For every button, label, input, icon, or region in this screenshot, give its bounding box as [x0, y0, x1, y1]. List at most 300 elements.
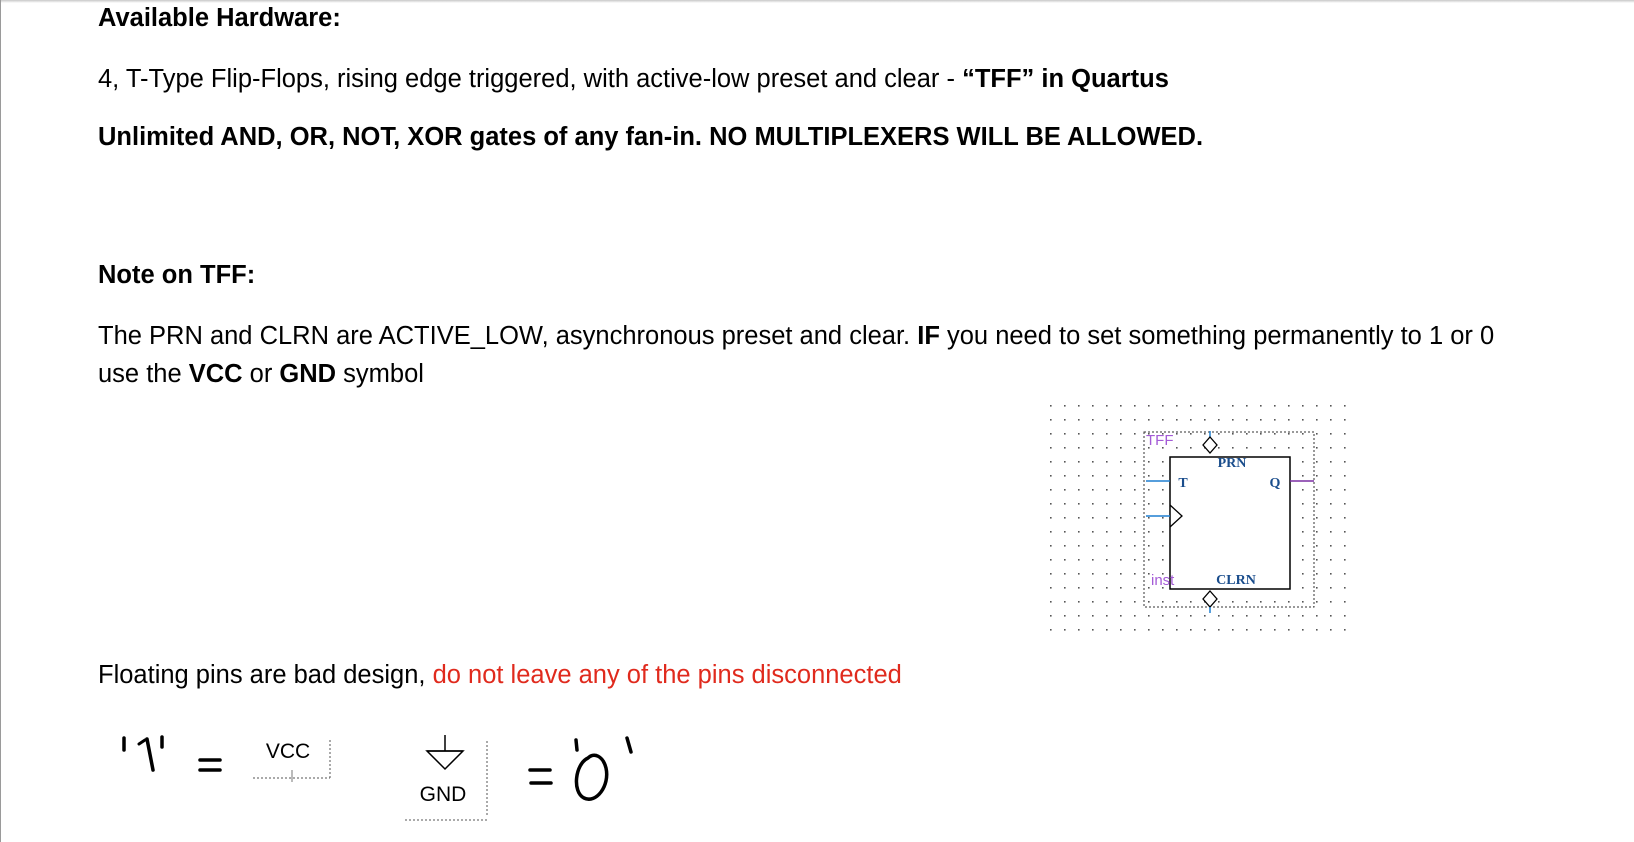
floating-pins-line	[98, 655, 902, 695]
grid-dot	[1106, 447, 1108, 449]
grid-dot	[1190, 433, 1192, 435]
grid-dot	[1078, 629, 1080, 631]
grid-dot	[1246, 447, 1248, 449]
grid-dot	[1162, 559, 1164, 561]
grid-dot	[1344, 489, 1346, 491]
grid-dot	[1232, 433, 1234, 435]
grid-dot	[1120, 503, 1122, 505]
grid-dot	[1064, 405, 1066, 407]
grid-dot	[1190, 405, 1192, 407]
grid-dot	[1120, 433, 1122, 435]
grid-dot	[1120, 559, 1122, 561]
grid-dot	[1344, 433, 1346, 435]
grid-dot	[1288, 629, 1290, 631]
grid-dot	[1330, 475, 1332, 477]
clrn-label: CLRN	[1216, 573, 1256, 588]
grid-dot	[1120, 405, 1122, 407]
grid-dot	[1344, 517, 1346, 519]
note-text-1: The PRN and CLRN are ACTIVE_LOW, asynchronous preset and clear.	[98, 322, 918, 350]
grid-dot	[1120, 461, 1122, 463]
grid-dot	[1330, 405, 1332, 407]
handwritten-one-equals	[112, 730, 232, 795]
grid-dot	[1190, 629, 1192, 631]
grid-dot	[1148, 531, 1150, 533]
grid-dot	[1106, 503, 1108, 505]
grid-dot	[1204, 615, 1206, 617]
grid-dot	[1204, 419, 1206, 421]
grid-dot	[1260, 615, 1262, 617]
grid-dot	[1064, 447, 1066, 449]
grid-dot	[1050, 433, 1052, 435]
grid-dot	[1050, 475, 1052, 477]
gnd-label: GND	[419, 783, 467, 806]
grid-dot	[1120, 475, 1122, 477]
grid-dot	[1232, 615, 1234, 617]
grid-dot	[1148, 489, 1150, 491]
grid-dot	[1316, 545, 1318, 547]
grid-dot	[1204, 405, 1206, 407]
grid-dot	[1134, 419, 1136, 421]
grid-dot	[1274, 629, 1276, 631]
grid-dot	[1330, 615, 1332, 617]
grid-dot	[1078, 503, 1080, 505]
grid-dot	[1120, 531, 1122, 533]
grid-dot	[1120, 601, 1122, 603]
grid-dot	[1134, 545, 1136, 547]
grid-dot	[1316, 447, 1318, 449]
grid-dot	[1302, 545, 1304, 547]
grid-dot	[1176, 615, 1178, 617]
t-label: T	[1178, 476, 1188, 491]
grid-dot	[1050, 517, 1052, 519]
flip-flop-line	[98, 59, 1169, 99]
grid-dot	[1050, 405, 1052, 407]
grid-dot	[1330, 545, 1332, 547]
note-or: or	[242, 360, 280, 388]
grid-dot	[1148, 545, 1150, 547]
grid-dot	[1316, 559, 1318, 561]
grid-dot	[1106, 587, 1108, 589]
tff-name-label: TFF	[1146, 432, 1174, 449]
grid-dot	[1302, 503, 1304, 505]
grid-dot	[1316, 475, 1318, 477]
grid-dot	[1330, 629, 1332, 631]
grid-dot	[1078, 489, 1080, 491]
grid-dot	[1218, 433, 1220, 435]
grid-dot	[1288, 447, 1290, 449]
grid-dot	[1064, 475, 1066, 477]
grid-dot	[1148, 629, 1150, 631]
grid-dot	[1316, 601, 1318, 603]
grid-dot	[1106, 629, 1108, 631]
grid-dot	[1162, 531, 1164, 533]
grid-dot	[1344, 601, 1346, 603]
grid-dot	[1092, 447, 1094, 449]
grid-dot	[1064, 503, 1066, 505]
grid-dot	[1106, 405, 1108, 407]
grid-dot	[1288, 419, 1290, 421]
floating-text: Floating pins are bad design,	[98, 661, 433, 689]
grid-dot	[1148, 601, 1150, 603]
grid-dot	[1092, 461, 1094, 463]
grid-dot	[1148, 615, 1150, 617]
grid-dot	[1344, 587, 1346, 589]
grid-dot	[1106, 601, 1108, 603]
grid-dot	[1344, 545, 1346, 547]
clrn-bubble	[1203, 591, 1217, 607]
note-line-1	[98, 316, 1494, 356]
grid-dot	[1260, 433, 1262, 435]
grid-dot	[1106, 559, 1108, 561]
grid-dot	[1106, 433, 1108, 435]
grid-dot	[1330, 461, 1332, 463]
flip-flop-quartus-name: “TFF” in Quartus	[962, 65, 1169, 93]
grid-dot	[1050, 531, 1052, 533]
grid-dot	[1260, 419, 1262, 421]
note-gnd: GND	[279, 360, 337, 388]
grid-dot	[1274, 405, 1276, 407]
grid-dot	[1204, 629, 1206, 631]
grid-dot	[1232, 419, 1234, 421]
grid-dot	[1120, 587, 1122, 589]
grid-dot	[1344, 559, 1346, 561]
note-if: IF	[917, 322, 940, 350]
grid-dot	[1316, 615, 1318, 617]
grid-dot	[1064, 433, 1066, 435]
grid-dot	[1092, 601, 1094, 603]
grid-dot	[1078, 419, 1080, 421]
grid-dot	[1344, 475, 1346, 477]
grid-dot	[1246, 419, 1248, 421]
grid-dot	[1274, 615, 1276, 617]
grid-dot	[1106, 475, 1108, 477]
grid-dot	[1288, 433, 1290, 435]
grid-dot	[1302, 531, 1304, 533]
grid-dot	[1316, 461, 1318, 463]
note-symbol: symbol	[336, 360, 424, 388]
grid-dot	[1274, 419, 1276, 421]
grid-dot	[1260, 601, 1262, 603]
grid-dot	[1260, 447, 1262, 449]
grid-dot	[1106, 615, 1108, 617]
grid-dot	[1344, 461, 1346, 463]
grid-dot	[1316, 531, 1318, 533]
grid-dot	[1302, 419, 1304, 421]
grid-dot	[1148, 475, 1150, 477]
grid-dot	[1162, 461, 1164, 463]
grid-dot	[1064, 573, 1066, 575]
grid-dot	[1092, 587, 1094, 589]
grid-dot	[1176, 447, 1178, 449]
grid-dot	[1092, 433, 1094, 435]
grid-dot	[1344, 405, 1346, 407]
grid-dot	[1302, 573, 1304, 575]
grid-dot	[1316, 587, 1318, 589]
grid-dot	[1246, 615, 1248, 617]
grid-dot	[1302, 517, 1304, 519]
grid-dot	[1120, 517, 1122, 519]
grid-dot	[1092, 531, 1094, 533]
grid-dot	[1190, 601, 1192, 603]
grid-dot	[1064, 489, 1066, 491]
grid-dot	[1064, 601, 1066, 603]
grid-dot	[1106, 573, 1108, 575]
grid-dot	[1316, 489, 1318, 491]
prn-bubble	[1203, 437, 1217, 453]
grid-dot	[1302, 629, 1304, 631]
grid-dot	[1050, 461, 1052, 463]
grid-dot	[1274, 433, 1276, 435]
grid-dot	[1064, 587, 1066, 589]
grid-dot	[1120, 489, 1122, 491]
grid-dot	[1050, 545, 1052, 547]
grid-dot	[1078, 615, 1080, 617]
grid-dot	[1106, 419, 1108, 421]
grid-dot	[1162, 419, 1164, 421]
grid-dot	[1316, 517, 1318, 519]
grid-dot	[1302, 601, 1304, 603]
grid-dot	[1288, 601, 1290, 603]
grid-dot	[1330, 517, 1332, 519]
grid-dot	[1064, 615, 1066, 617]
note-heading: Note on TFF:	[98, 261, 256, 289]
note-text-3: use the	[98, 360, 189, 388]
grid-dot	[1344, 447, 1346, 449]
grid-dot	[1330, 433, 1332, 435]
grid-dot	[1134, 433, 1136, 435]
grid-dot	[1092, 405, 1094, 407]
grid-dot	[1162, 629, 1164, 631]
grid-dot	[1078, 517, 1080, 519]
grid-dot	[1330, 419, 1332, 421]
grid-dot	[1162, 503, 1164, 505]
grid-dot	[1218, 419, 1220, 421]
grid-dot	[1092, 503, 1094, 505]
grid-dot	[1120, 447, 1122, 449]
grid-dot	[1050, 489, 1052, 491]
grid-dot	[1176, 601, 1178, 603]
grid-dot	[1260, 629, 1262, 631]
grid-dot	[1106, 545, 1108, 547]
grid-dot	[1134, 629, 1136, 631]
tff-symbol	[1040, 395, 1360, 640]
grid-dot	[1092, 615, 1094, 617]
grid-dot	[1316, 433, 1318, 435]
grid-dot	[1246, 433, 1248, 435]
grid-dot	[1162, 601, 1164, 603]
grid-dot	[1162, 517, 1164, 519]
grid-dot	[1274, 447, 1276, 449]
gates-line: Unlimited AND, OR, NOT, XOR gates of any fan-in. NO MULTIPLEXERS WILL BE ALLOWED.	[98, 123, 1204, 151]
grid-dot	[1330, 587, 1332, 589]
grid-dot	[1050, 447, 1052, 449]
grid-dot	[1078, 573, 1080, 575]
grid-dot	[1344, 531, 1346, 533]
inst-label: inst	[1151, 572, 1175, 589]
grid-dot	[1106, 461, 1108, 463]
grid-dot	[1302, 615, 1304, 617]
grid-dot	[1106, 489, 1108, 491]
grid-dot	[1162, 475, 1164, 477]
grid-dot	[1218, 601, 1220, 603]
prn-label: PRN	[1217, 456, 1247, 471]
grid-dot	[1162, 615, 1164, 617]
grid-dot	[1218, 629, 1220, 631]
grid-dot	[1092, 545, 1094, 547]
grid-dot	[1120, 545, 1122, 547]
grid-dot	[1064, 559, 1066, 561]
grid-dot	[1064, 461, 1066, 463]
grid-dot	[1330, 503, 1332, 505]
grid-dot	[1162, 405, 1164, 407]
grid-dot	[1232, 629, 1234, 631]
grid-dot	[1302, 587, 1304, 589]
grid-dot	[1064, 531, 1066, 533]
grid-dot	[1134, 447, 1136, 449]
grid-dot	[1064, 419, 1066, 421]
grid-dot	[1134, 601, 1136, 603]
grid-dot	[1316, 503, 1318, 505]
grid-dot	[1204, 433, 1206, 435]
grid-dot	[1148, 419, 1150, 421]
grid-dot	[1120, 573, 1122, 575]
grid-dot	[1344, 419, 1346, 421]
grid-dot	[1232, 447, 1234, 449]
handwritten-equals-zero	[520, 730, 670, 830]
grid-dot	[1288, 405, 1290, 407]
grid-dot	[1134, 405, 1136, 407]
grid-dot	[1078, 447, 1080, 449]
grid-dot	[1120, 419, 1122, 421]
grid-dot	[1078, 405, 1080, 407]
grid-dot	[1176, 629, 1178, 631]
grid-dot	[1078, 433, 1080, 435]
grid-dot	[1148, 517, 1150, 519]
grid-dot	[1134, 503, 1136, 505]
grid-dot	[1330, 559, 1332, 561]
grid-dot	[1246, 601, 1248, 603]
grid-dot	[1092, 629, 1094, 631]
gnd-triangle	[427, 751, 463, 769]
grid-dot	[1120, 629, 1122, 631]
grid-dot	[1274, 601, 1276, 603]
grid-dot	[1302, 475, 1304, 477]
grid-dot	[1148, 573, 1150, 575]
grid-dot	[1148, 461, 1150, 463]
grid-dot	[1330, 489, 1332, 491]
flip-flop-text: 4, T-Type Flip-Flops, rising edge triggered, with active-low preset and clear -	[98, 65, 963, 93]
grid-dot	[1246, 405, 1248, 407]
grid-dot	[1330, 601, 1332, 603]
grid-dot	[1134, 475, 1136, 477]
grid-dot	[1176, 419, 1178, 421]
grid-dot	[1134, 531, 1136, 533]
grid-dot	[1134, 587, 1136, 589]
grid-dot	[1218, 615, 1220, 617]
grid-dot	[1078, 461, 1080, 463]
grid-dot	[1092, 559, 1094, 561]
grid-dot	[1092, 517, 1094, 519]
grid-dot	[1148, 587, 1150, 589]
grid-dot	[1078, 531, 1080, 533]
gnd-symbol	[405, 735, 525, 837]
grid-dot	[1050, 601, 1052, 603]
heading-available-hardware: Available Hardware:	[98, 4, 341, 32]
grid-dot	[1162, 545, 1164, 547]
grid-dot	[1064, 545, 1066, 547]
grid-dot	[1302, 447, 1304, 449]
grid-dot	[1344, 629, 1346, 631]
grid-dot	[1148, 503, 1150, 505]
grid-dot	[1078, 475, 1080, 477]
grid-dot	[1302, 489, 1304, 491]
grid-dot	[1050, 629, 1052, 631]
grid-dot	[1092, 573, 1094, 575]
grid-dot	[1330, 447, 1332, 449]
grid-dot	[1050, 419, 1052, 421]
grid-dot	[1246, 629, 1248, 631]
note-text-2: you need to set something permanently to 1 or 0	[939, 322, 1495, 350]
grid-dot	[1344, 615, 1346, 617]
grid-dot	[1078, 559, 1080, 561]
grid-dot	[1148, 559, 1150, 561]
grid-dot	[1302, 405, 1304, 407]
grid-dot	[1190, 447, 1192, 449]
grid-dot	[1330, 531, 1332, 533]
grid-dot	[1190, 615, 1192, 617]
grid-dot	[1092, 419, 1094, 421]
grid-dot	[1050, 559, 1052, 561]
note-line-2	[98, 354, 424, 394]
grid-dot	[1078, 587, 1080, 589]
grid-dot	[1134, 461, 1136, 463]
grid-dot	[1134, 489, 1136, 491]
grid-dot	[1064, 629, 1066, 631]
grid-dot	[1134, 615, 1136, 617]
grid-dot	[1176, 405, 1178, 407]
vcc-symbol	[248, 734, 348, 786]
grid-dot	[1316, 573, 1318, 575]
grid-dot	[1078, 601, 1080, 603]
grid-dot	[1050, 587, 1052, 589]
grid-dot	[1148, 405, 1150, 407]
grid-dot	[1218, 447, 1220, 449]
grid-dot	[1092, 475, 1094, 477]
grid-dot	[1050, 615, 1052, 617]
grid-dot	[1302, 461, 1304, 463]
grid-dot	[1190, 419, 1192, 421]
grid-dot	[1344, 503, 1346, 505]
floating-warning: do not leave any of the pins disconnected	[432, 661, 902, 689]
grid-dot	[1162, 489, 1164, 491]
grid-dot	[1260, 405, 1262, 407]
note-vcc: VCC	[188, 360, 243, 388]
grid-dot	[1288, 615, 1290, 617]
grid-dot	[1050, 573, 1052, 575]
grid-dot	[1302, 559, 1304, 561]
grid-dot	[1134, 517, 1136, 519]
q-label: Q	[1269, 476, 1281, 491]
grid-dot	[1120, 615, 1122, 617]
grid-dot	[1330, 573, 1332, 575]
grid-dot	[1050, 503, 1052, 505]
grid-dot	[1176, 433, 1178, 435]
vcc-label: VCC	[265, 740, 311, 763]
grid-dot	[1134, 559, 1136, 561]
grid-dot	[1316, 419, 1318, 421]
grid-dot	[1092, 489, 1094, 491]
grid-dot	[1134, 573, 1136, 575]
